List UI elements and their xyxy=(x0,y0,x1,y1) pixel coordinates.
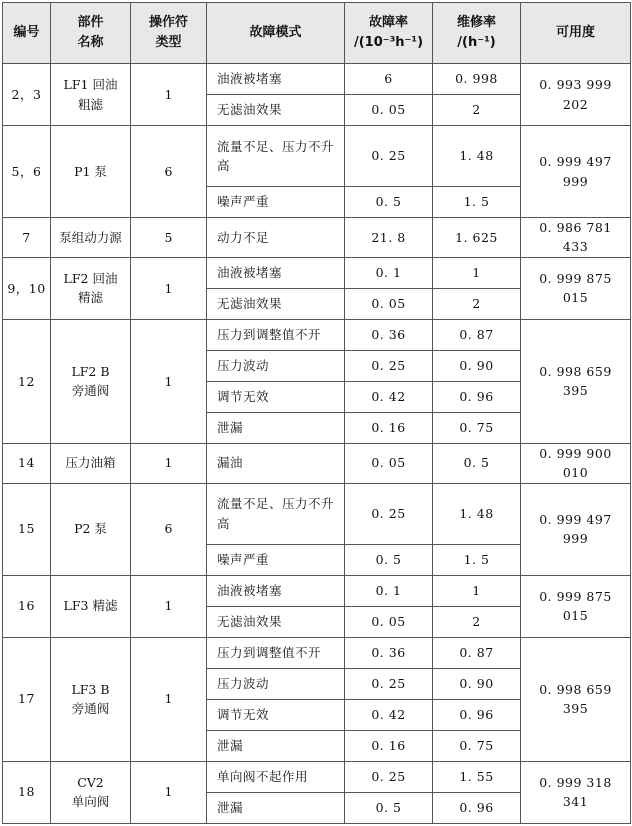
operator-type-cell: 1 xyxy=(131,64,207,126)
operator-type-cell: 1 xyxy=(131,575,207,637)
repair-rate-cell: 2 xyxy=(433,288,521,319)
header-cell-repair xyxy=(433,3,521,64)
component-id-cell: 15 xyxy=(3,483,51,575)
operator-type-cell: 6 xyxy=(131,126,207,218)
failure-rate-cell: 0. 16 xyxy=(345,412,433,443)
component-name-line: P2 泵 xyxy=(74,521,107,537)
header-row xyxy=(3,3,631,64)
component-name-cell xyxy=(51,443,131,483)
component-id-cell: 18 xyxy=(3,761,51,823)
table-row xyxy=(3,443,631,483)
failure-mode-cell: 泄漏 xyxy=(207,730,345,761)
repair-rate-cell: 0. 75 xyxy=(433,730,521,761)
component-name-line: LF1 回油 xyxy=(63,77,118,93)
failure-mode-cell: 压力波动 xyxy=(207,668,345,699)
header-cell-mode xyxy=(207,3,345,64)
failure-rate-cell: 0. 36 xyxy=(345,319,433,350)
operator-type-cell: 1 xyxy=(131,319,207,443)
component-name-line: 精滤 xyxy=(77,290,103,306)
failure-mode-cell: 调节无效 xyxy=(207,381,345,412)
component-name-line: LF3 精滤 xyxy=(63,598,118,614)
availability-cell: 0. 998 659 395 xyxy=(521,637,631,761)
repair-rate-cell: 0. 87 xyxy=(433,319,521,350)
operator-type-cell: 1 xyxy=(131,637,207,761)
header-name-line1: 部件 xyxy=(77,14,104,30)
failure-rate-cell: 0. 25 xyxy=(345,126,433,187)
operator-type-cell: 1 xyxy=(131,443,207,483)
table-row xyxy=(3,637,631,668)
reliability-table xyxy=(2,2,631,824)
repair-rate-cell: 2 xyxy=(433,95,521,126)
failure-mode-cell: 流量不足、压力不升高 xyxy=(207,483,345,544)
operator-type-cell: 6 xyxy=(131,483,207,575)
component-name-line: LF3 B xyxy=(71,681,110,697)
component-name-cell xyxy=(51,483,131,575)
failure-rate-cell: 0. 05 xyxy=(345,288,433,319)
failure-mode-cell: 压力到调整值不开 xyxy=(207,637,345,668)
failure-mode-cell: 调节无效 xyxy=(207,699,345,730)
repair-rate-cell: 0. 87 xyxy=(433,637,521,668)
component-name-line: 粗滤 xyxy=(77,96,103,112)
component-name-cell xyxy=(51,218,131,258)
failure-rate-cell: 0. 5 xyxy=(345,544,433,575)
header-repair-line1: 维修率 xyxy=(456,14,496,30)
availability-cell: 0. 999 497 999 xyxy=(521,126,631,218)
table-row xyxy=(3,761,631,792)
header-failure-line2: /(10⁻³h⁻¹) xyxy=(353,35,424,50)
repair-rate-cell: 1 xyxy=(433,257,521,288)
failure-mode-cell: 无滤油效果 xyxy=(207,606,345,637)
operator-type-cell: 5 xyxy=(131,218,207,258)
repair-rate-cell: 1. 48 xyxy=(433,483,521,544)
availability-cell: 0. 999 875 015 xyxy=(521,575,631,637)
header-id-label: 编号 xyxy=(13,24,40,40)
header-cell-name xyxy=(51,3,131,64)
failure-rate-cell: 0. 1 xyxy=(345,575,433,606)
repair-rate-cell: 0. 75 xyxy=(433,412,521,443)
failure-mode-cell: 动力不足 xyxy=(207,218,345,258)
repair-rate-cell: 1. 5 xyxy=(433,187,521,218)
failure-mode-cell: 油液被堵塞 xyxy=(207,575,345,606)
component-id-cell: 16 xyxy=(3,575,51,637)
failure-rate-cell: 0. 1 xyxy=(345,257,433,288)
operator-type-cell: 1 xyxy=(131,761,207,823)
repair-rate-cell: 0. 90 xyxy=(433,350,521,381)
availability-cell: 0. 986 781 433 xyxy=(521,218,631,258)
component-name-cell xyxy=(51,637,131,761)
failure-mode-cell: 泄漏 xyxy=(207,412,345,443)
component-id-cell: 7 xyxy=(3,218,51,258)
failure-mode-cell: 油液被堵塞 xyxy=(207,257,345,288)
availability-cell: 0. 999 900 010 xyxy=(521,443,631,483)
component-name-cell xyxy=(51,64,131,126)
table-body xyxy=(3,64,631,824)
header-cell-id xyxy=(3,3,51,64)
failure-rate-cell: 0. 16 xyxy=(345,730,433,761)
repair-rate-cell: 1. 5 xyxy=(433,544,521,575)
component-name-line: 泵组动力源 xyxy=(59,229,122,245)
table-row xyxy=(3,257,631,288)
table-row xyxy=(3,319,631,350)
failure-mode-cell: 泄漏 xyxy=(207,792,345,823)
failure-rate-cell: 0. 25 xyxy=(345,668,433,699)
header-availability-label: 可用度 xyxy=(555,24,595,40)
table-row xyxy=(3,64,631,95)
failure-mode-cell: 压力波动 xyxy=(207,350,345,381)
repair-rate-cell: 1. 625 xyxy=(433,218,521,258)
repair-rate-cell: 1 xyxy=(433,575,521,606)
header-cell-op xyxy=(131,3,207,64)
header-failure-line1: 故障率 xyxy=(368,14,408,30)
failure-rate-cell: 6 xyxy=(345,64,433,95)
header-mode-label: 故障模式 xyxy=(249,24,302,40)
availability-cell: 0. 998 659 395 xyxy=(521,319,631,443)
header-op-line2: 类型 xyxy=(155,35,182,50)
header-op-line1: 操作符 xyxy=(148,14,188,30)
header-name-line2: 名称 xyxy=(77,35,104,50)
repair-rate-cell: 0. 96 xyxy=(433,381,521,412)
component-name-line: 旁通阀 xyxy=(71,701,110,716)
availability-cell: 0. 999 875 015 xyxy=(521,257,631,319)
failure-mode-cell: 流量不足、压力不升高 xyxy=(207,126,345,187)
repair-rate-cell: 0. 90 xyxy=(433,668,521,699)
failure-mode-cell: 无滤油效果 xyxy=(207,288,345,319)
component-name-line: 旁通阀 xyxy=(71,383,110,399)
failure-rate-cell: 0. 5 xyxy=(345,792,433,823)
failure-rate-cell: 0. 25 xyxy=(345,350,433,381)
component-name-line: CV2 xyxy=(77,774,104,790)
failure-rate-cell: 0. 25 xyxy=(345,761,433,792)
failure-rate-cell: 0. 05 xyxy=(345,95,433,126)
failure-mode-cell: 油液被堵塞 xyxy=(207,64,345,95)
component-name-cell xyxy=(51,575,131,637)
failure-rate-cell: 0. 5 xyxy=(345,187,433,218)
table-row xyxy=(3,218,631,258)
component-id-cell: 14 xyxy=(3,443,51,483)
component-name-cell xyxy=(51,319,131,443)
failure-mode-cell: 漏油 xyxy=(207,443,345,483)
component-name-line: P1 泵 xyxy=(74,163,107,179)
availability-cell: 0. 999 497 999 xyxy=(521,483,631,575)
repair-rate-cell: 0. 96 xyxy=(433,792,521,823)
failure-rate-cell: 0. 42 xyxy=(345,381,433,412)
component-name-line: LF2 B xyxy=(71,363,110,379)
failure-mode-cell: 噪声严重 xyxy=(207,544,345,575)
failure-mode-cell: 噪声严重 xyxy=(207,187,345,218)
component-id-cell: 17 xyxy=(3,637,51,761)
component-name-line: 单向阀 xyxy=(71,794,110,809)
failure-rate-cell: 0. 36 xyxy=(345,637,433,668)
component-id-cell: 5，6 xyxy=(3,126,51,218)
header-repair-line2: /(h⁻¹) xyxy=(457,35,496,50)
failure-mode-cell: 压力到调整值不开 xyxy=(207,319,345,350)
repair-rate-cell: 0. 96 xyxy=(433,699,521,730)
header-cell-availability xyxy=(521,3,631,64)
availability-cell: 0. 993 999 202 xyxy=(521,64,631,126)
failure-mode-cell: 无滤油效果 xyxy=(207,95,345,126)
failure-rate-cell: 0. 05 xyxy=(345,443,433,483)
header-cell-failure xyxy=(345,3,433,64)
table-row xyxy=(3,126,631,187)
component-id-cell: 12 xyxy=(3,319,51,443)
repair-rate-cell: 1. 55 xyxy=(433,761,521,792)
repair-rate-cell: 2 xyxy=(433,606,521,637)
component-name-cell xyxy=(51,257,131,319)
table-row xyxy=(3,575,631,606)
failure-rate-cell: 21. 8 xyxy=(345,218,433,258)
repair-rate-cell: 0. 998 xyxy=(433,64,521,95)
component-id-cell: 2，3 xyxy=(3,64,51,126)
component-id-cell: 9，10 xyxy=(3,257,51,319)
failure-rate-cell: 0. 05 xyxy=(345,606,433,637)
component-name-cell xyxy=(51,761,131,823)
table-row xyxy=(3,483,631,544)
repair-rate-cell: 1. 48 xyxy=(433,126,521,187)
operator-type-cell: 1 xyxy=(131,257,207,319)
repair-rate-cell: 0. 5 xyxy=(433,443,521,483)
failure-rate-cell: 0. 25 xyxy=(345,483,433,544)
component-name-line: LF2 回油 xyxy=(63,270,118,286)
availability-cell: 0. 999 318 341 xyxy=(521,761,631,823)
failure-mode-cell: 单向阀不起作用 xyxy=(207,761,345,792)
component-name-cell xyxy=(51,126,131,218)
failure-rate-cell: 0. 42 xyxy=(345,699,433,730)
component-name-line: 压力油箱 xyxy=(65,455,116,471)
